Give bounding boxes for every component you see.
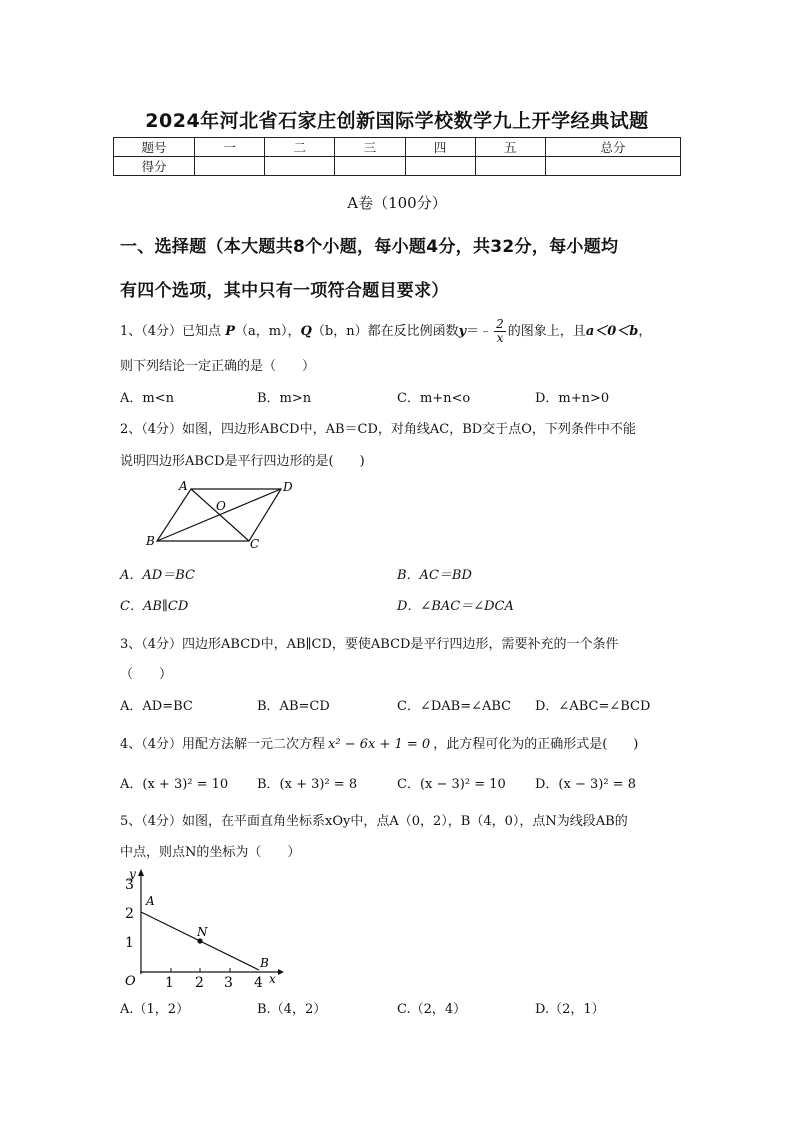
paper-section-label: A卷（100分） (347, 194, 447, 212)
q5-axis-x-label: x (269, 972, 276, 986)
score-input-cell[interactable] (405, 157, 475, 176)
q1-frac-den: x (496, 331, 504, 345)
q4-prefix: 4、（4分）用配方法解一元二次方程 (120, 737, 326, 752)
q5-point-n (197, 938, 202, 943)
q5-coordinate-figure (118, 866, 288, 992)
q1-q-coords: （b，n）都在反比例函数 (311, 324, 459, 339)
table-cell: 总分 (545, 138, 680, 157)
q5-option-a[interactable]: A.（1，2） (120, 1002, 190, 1017)
score-input-cell[interactable] (265, 157, 335, 176)
q1-point-p: P (225, 324, 235, 339)
q1-option-b[interactable]: B．m>n (257, 391, 312, 406)
section-heading-line1: 一、选择题（本大题共8个小题，每小题4分，共32分，每小题均 (120, 237, 619, 257)
q5-x-tick-label: 2 (195, 975, 204, 991)
score-table-score-row (114, 157, 681, 176)
table-cell: 一 (195, 138, 265, 157)
q1-line1 (120, 318, 651, 345)
table-cell: 三 (335, 138, 405, 157)
q1-line2: 则下列结论一定正确的是（ ） (120, 359, 316, 374)
q3-option-b[interactable]: B．AB=CD (257, 699, 330, 714)
q1-condition: a＜0＜b (585, 324, 639, 339)
q3-line1: 3、（4分）四边形ABCD中，AB∥CD，要使ABCD是平行四边形，需要补充的一个条件 (120, 637, 619, 652)
q5-label-b: B (260, 956, 269, 970)
q3-option-c[interactable]: C．∠DAB=∠ABC (397, 699, 512, 714)
score-input-cell[interactable] (475, 157, 545, 176)
q1-option-d[interactable]: D．m+n>0 (535, 391, 610, 406)
q5-label-n: N (197, 925, 208, 939)
q4-line1 (120, 733, 638, 752)
q2-label-a: A (179, 479, 188, 493)
q2-option-b[interactable]: B．AC＝BD (397, 568, 472, 583)
q5-y-tick-label: 3 (125, 877, 134, 893)
score-table (113, 137, 681, 176)
q1-fraction (494, 318, 506, 345)
q5-x-tick-label: 4 (254, 975, 263, 991)
q4-option-a[interactable]: A．(x + 3)² = 10 (120, 777, 229, 792)
q1-p-coords: （a，m）， (234, 324, 301, 339)
q1-mid: 的图象上，且 (507, 324, 586, 339)
q5-y-axis-arrow (138, 869, 144, 876)
q2-parallelogram-figure (140, 476, 310, 552)
table-cell: 题号 (114, 138, 195, 157)
q1-option-a[interactable]: A．m<n (120, 391, 174, 406)
table-cell: 五 (475, 138, 545, 157)
q5-option-b[interactable]: B.（4，2） (257, 1002, 327, 1017)
q5-x-axis-arrow (278, 969, 284, 975)
q4-option-d[interactable]: D．(x − 3)² = 8 (535, 777, 636, 792)
q3-option-a[interactable]: A．AD=BC (120, 699, 193, 714)
q5-y-tick-label: 2 (125, 906, 134, 922)
q5-y-tick-label: 1 (125, 935, 134, 951)
q5-option-c[interactable]: C.（2，4） (397, 1002, 467, 1017)
q3-option-d[interactable]: D．∠ABC=∠BCD (535, 699, 651, 714)
q5-option-d[interactable]: D.（2，1） (535, 1002, 605, 1017)
score-input-cell[interactable] (335, 157, 405, 176)
q5-line1: 5、（4分）如图，在平面直角坐标系xOy中，点A（0，2），B（4，0），点N为线段AB的 (120, 814, 628, 829)
q2-label-b: B (146, 534, 155, 548)
q2-label-o: O (216, 499, 226, 513)
q1-frac-num: 2 (496, 317, 504, 331)
table-cell: 四 (405, 138, 475, 157)
score-input-cell[interactable] (195, 157, 265, 176)
q2-option-c[interactable]: C．AB∥CD (120, 599, 189, 614)
score-table-header-row (114, 138, 681, 157)
q5-x-tick-label: 3 (224, 975, 233, 991)
q2-label-c: C (250, 537, 260, 551)
q2-option-d[interactable]: D．∠BAC＝∠DCA (397, 599, 514, 614)
q5-origin-label: O (125, 974, 136, 989)
table-cell: 二 (265, 138, 335, 157)
q2-line2: 说明四边形ABCD是平行四边形的是( ) (120, 454, 365, 469)
q1-point-q: Q (300, 324, 312, 339)
page-title: 2024年河北省石家庄创新国际学校数学九上开学经典试题 (145, 110, 649, 132)
score-input-cell[interactable] (545, 157, 680, 176)
q4-equation: x² − 6x + 1 = 0 (328, 737, 431, 752)
q4-suffix: ，此方程可化为的正确形式是( ) (433, 737, 639, 752)
q2-line1: 2、（4分）如图，四边形ABCD中，AB＝CD，对角线AC，BD交于点O，下列条件中不能 (120, 422, 636, 437)
q1-prefix: 1、（4分）已知点 (120, 324, 222, 339)
table-cell: 得分 (114, 157, 195, 176)
section-heading-line2: 有四个选项，其中只有一项符合题目要求） (120, 281, 449, 301)
q4-option-c[interactable]: C．(x − 3)² = 10 (397, 777, 506, 792)
q3-line2: （ ） (120, 667, 173, 682)
q5-axis-y-label: y (129, 867, 136, 881)
q2-option-a[interactable]: A．AD＝BC (120, 568, 195, 583)
q2-diagonal-bd (157, 489, 281, 541)
q1-y: y (458, 324, 467, 339)
q5-x-tick-label: 1 (165, 975, 174, 991)
q4-option-b[interactable]: B．(x + 3)² = 8 (257, 777, 358, 792)
q5-line2: 中点，则点N的坐标为（ ） (120, 845, 301, 860)
q1-option-c[interactable]: C．m+n<o (397, 391, 471, 406)
q2-label-d: D (283, 480, 293, 494)
q1-end: ， (638, 324, 652, 339)
q5-label-a: A (146, 894, 155, 908)
q1-eq: ＝﹣ (466, 324, 493, 339)
